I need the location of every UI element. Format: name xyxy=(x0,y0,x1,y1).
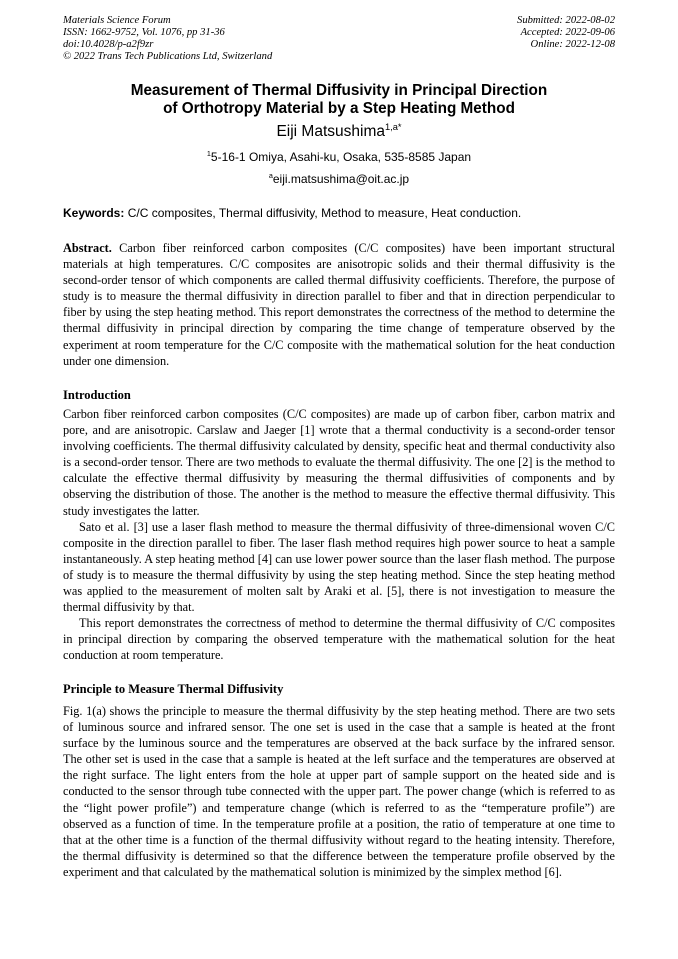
keywords xyxy=(63,206,615,220)
principle-heading: Principle to Measure Thermal Diffusivity xyxy=(63,682,284,696)
paper-title xyxy=(63,82,615,118)
title-line-2: of Orthotropy Material by a Step Heating Method xyxy=(163,100,515,117)
principle-paragraph-1: Fig. 1(a) shows the principle to measure the thermal diffusivity by the step heating method. There are two sets of luminous source and infrared sensor. The one set is used in the case that a sample is heated at the front surface by the luminous source and the temperatures are observed at the back surface by the infrared sensor. The other set is used in the case that a sample is heated at the left surface and the temperatures are observed at the right surface. The light enters from the hole at upper part of sample support on the heated side and is conducted to the sensor through tube connected with the upper part. The power change (which is referred to as the “light power profile”) and temperature change (which is referred to as the “temperature profile”) are observed as a function of time. In the temperature profile at a position, the ratio of temperature at one time to that at the other time is a function of the thermal diffusivity without regard to the heating intensity. Therefore, the thermal diffusivity is determined so that the difference between the temperature profile observed by the experiment and that calculated by the mathematical solution is minimized by the simplex method [6]. xyxy=(63,704,615,879)
online-date: Online: 2022-12-08 xyxy=(530,39,615,50)
affiliation-text: 5-16-1 Omiya, Asahi-ku, Osaka, 535-8585 Japan xyxy=(210,150,472,164)
submitted-date: Submitted: 2022-08-02 xyxy=(517,15,615,26)
copyright: © 2022 Trans Tech Publications Ltd, Switzerland xyxy=(63,51,273,62)
author xyxy=(63,123,615,141)
issn-volume-pages: ISSN: 1662-9752, Vol. 1076, pp 31-36 xyxy=(63,27,225,38)
keywords-label: Keywords: xyxy=(63,206,125,220)
doi: doi:10.4028/p-a2f9zr xyxy=(63,39,154,50)
journal-name: Materials Science Forum xyxy=(63,15,171,26)
abstract xyxy=(63,240,615,369)
introduction-body xyxy=(63,406,615,664)
intro-paragraph-1: Carbon fiber reinforced carbon composites (C/C composites) are made up of carbon fiber, carbon matrix and pore, and are anisotropic. Carslaw and Jaeger [1] wrote that a thermal conductivity is a second-order tensor involving coefficients. The thermal diffusivity calculated by density, specific heat and thermal conductivity also is a second-order tensor. There are two methods to evaluate the thermal diffusivity. The one [2] is the method to calculate the effective thermal diffusivity by measuring the thermal diffusivities of components and by observing the distribution of those. The another is the method to measure the effective thermal diffusivity. This study investigates the latter. xyxy=(63,407,615,518)
email-text: eiji.matsushima@oit.ac.jp xyxy=(272,172,410,186)
intro-paragraph-2: Sato et al. [3] use a laser flash method to measure the thermal diffusivity of three-dimensional woven C/C composite in the direction parallel to fiber. The laser flash method requires high power source to heat a sample instantaneously. A step heating method [4] can use lower power source than the laser flash method. The purpose of study is to measure the thermal diffusivity by using the step heating method. Since the step heating method was applied to the measurement of molten salt by Araki et al. [5], there is not investigation to measure the thermal diffusivity by that. xyxy=(63,519,615,615)
abstract-text: Carbon fiber reinforced carbon composites (C/C composites) have been important structural materials at high temperatures. C/C composites are anisotropic solids and their thermal diffusivity is the second-order tensor of which components are called thermal diffusivity coefficients. Therefore, the purpose of study is to measure the thermal diffusivity in direction parallel to fiber and that in direction perpendicular to fiber by using the step heating method. This report demonstrates the correctness of the method to determine the thermal diffusivity in principal direction by comparing the time change of temperature observed by the experiment at room temperature for the C/C composite with the mathematical solution for the heat conduction under one dimension. xyxy=(63,241,615,368)
author-email xyxy=(63,172,615,186)
email-superscript: a xyxy=(268,171,273,180)
submission-dates xyxy=(517,15,615,51)
affiliation xyxy=(63,150,615,164)
principle-body xyxy=(63,703,615,880)
author-name: Eiji Matsushima xyxy=(276,123,385,140)
keywords-text: C/C composites, Thermal diffusivity, Method to measure, Heat conduction. xyxy=(124,206,522,220)
title-line-1: Measurement of Thermal Diffusivity in Principal Direction xyxy=(130,82,548,99)
abstract-label: Abstract. xyxy=(63,241,112,255)
journal-info xyxy=(63,15,272,63)
accepted-date: Accepted: 2022-09-06 xyxy=(520,27,615,38)
author-superscript: 1,a* xyxy=(384,121,402,132)
intro-paragraph-3: This report demonstrates the correctness of method to determine the thermal diffusivity of C/C composites in principal direction by comparing the observed temperature with the mathematical solution for the heat conduction at room temperature. xyxy=(63,616,615,663)
introduction-heading: Introduction xyxy=(63,388,131,402)
affiliation-superscript: 1 xyxy=(206,149,211,158)
